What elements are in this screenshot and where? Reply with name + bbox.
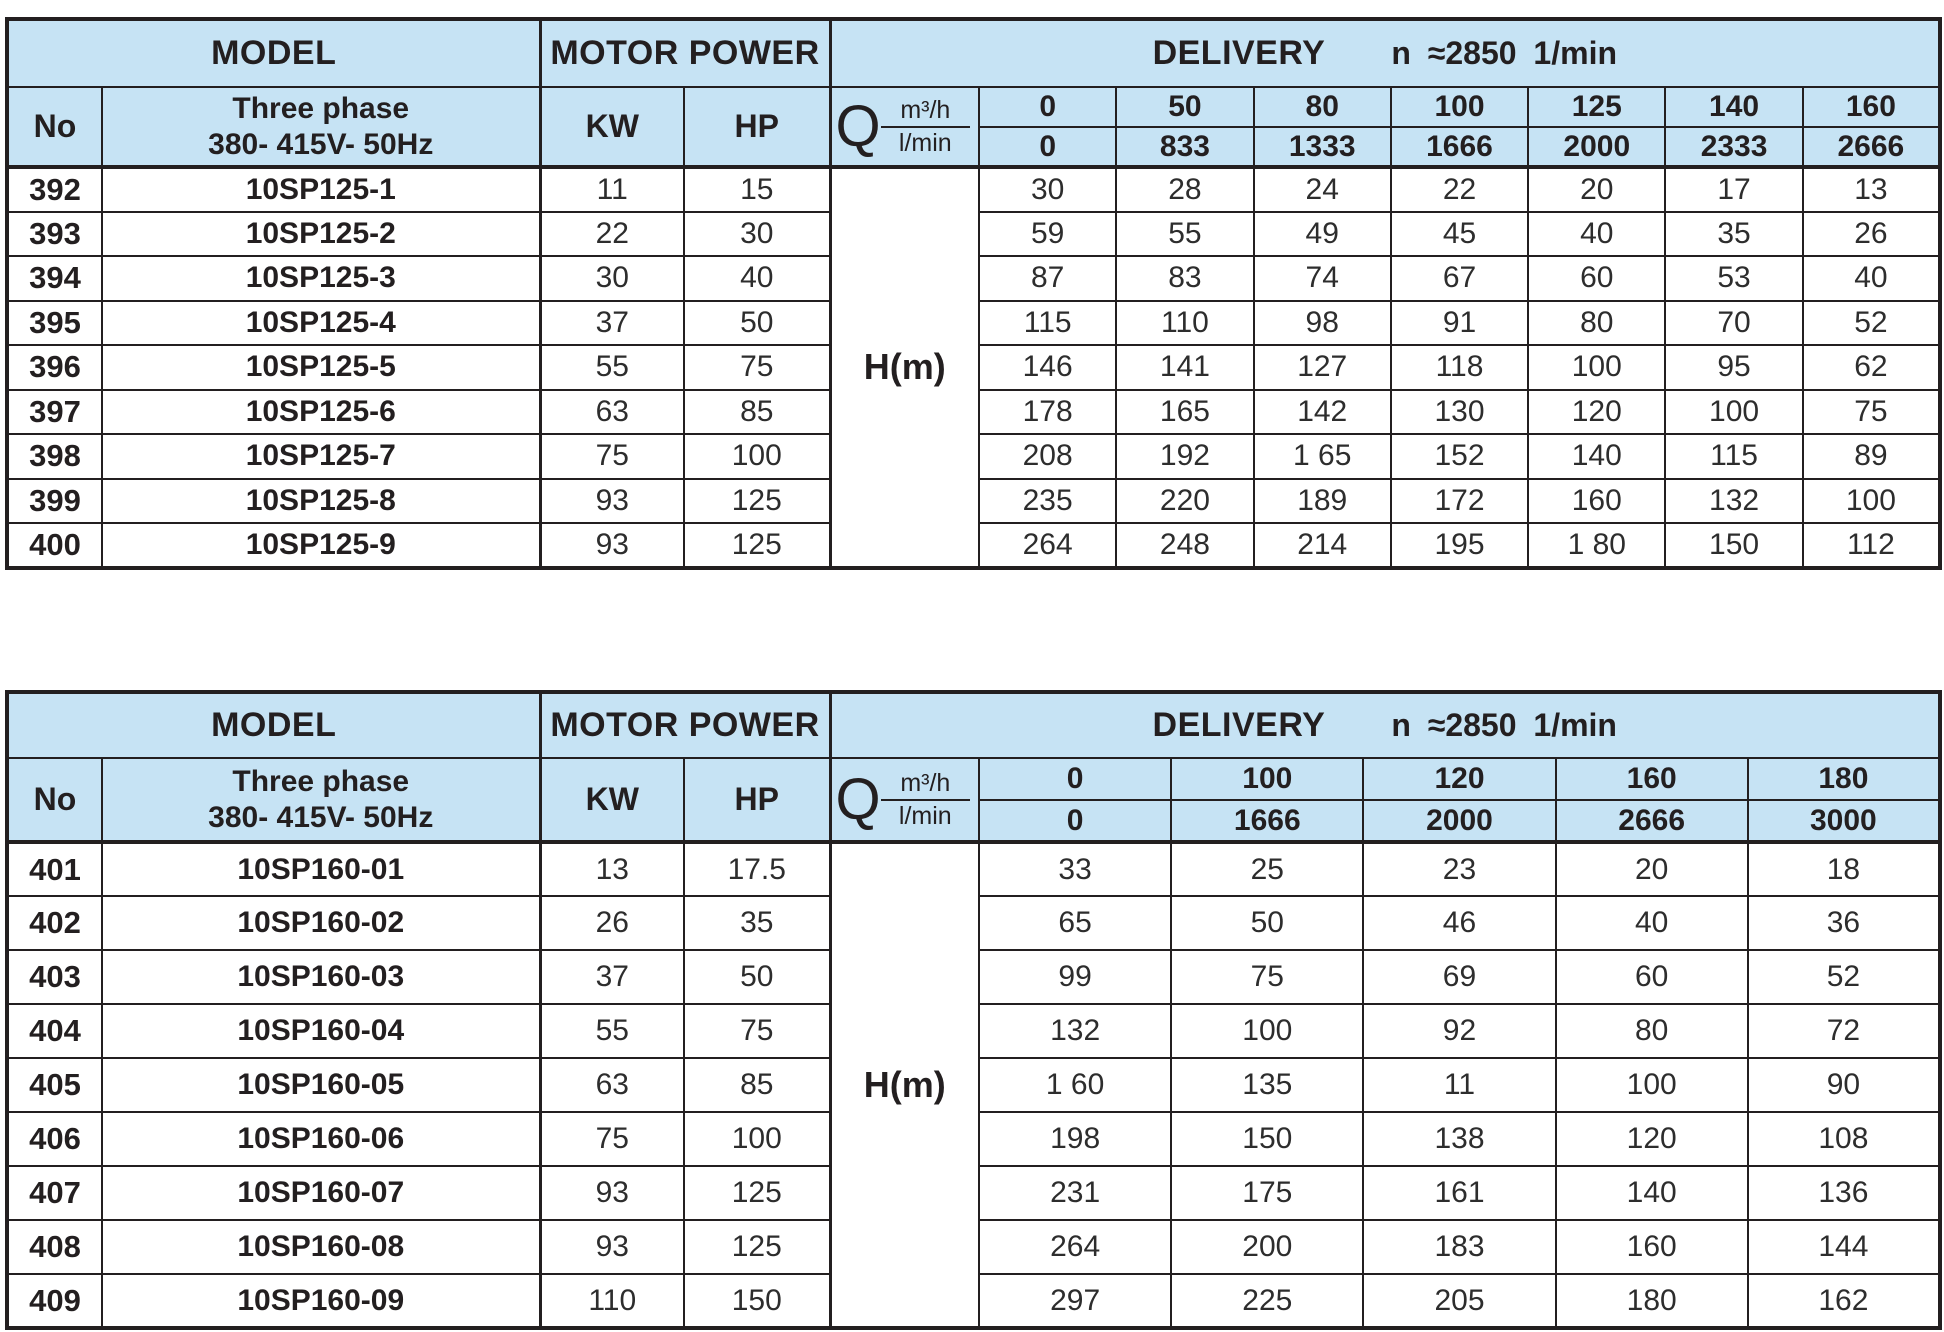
head-value: 72 (1748, 1004, 1940, 1058)
head-value: 132 (1665, 479, 1802, 524)
head-value: 198 (979, 1112, 1171, 1166)
flow-lmin-value: 2000 (1363, 800, 1555, 842)
flow-lmin-value: 1666 (1391, 127, 1528, 167)
head-value: 144 (1748, 1220, 1940, 1274)
head-value: 67 (1391, 256, 1528, 301)
delivery-label: DELIVERY (1152, 706, 1326, 744)
head-value: 135 (1171, 1058, 1363, 1112)
row-model: 10SP160-02 (102, 896, 540, 950)
head-unit-label: H(m) (830, 842, 979, 1328)
row-hp: 85 (684, 1058, 830, 1112)
head-value: 146 (979, 345, 1116, 390)
row-kw: 55 (540, 1004, 684, 1058)
head-value: 127 (1254, 345, 1391, 390)
row-model: 10SP160-01 (102, 842, 540, 896)
row-kw: 110 (540, 1274, 684, 1328)
head-value: 297 (979, 1274, 1171, 1328)
head-value: 100 (1528, 345, 1665, 390)
head-value: 195 (1391, 523, 1528, 568)
head-value: 120 (1556, 1112, 1748, 1166)
head-value: 115 (979, 301, 1116, 346)
phase-line-2: 380- 415V- 50Hz (208, 127, 434, 161)
head-value: 220 (1116, 479, 1253, 524)
flow-lmin-value: 833 (1116, 127, 1253, 167)
row-model: 10SP125-1 (102, 167, 540, 212)
no-header: No (7, 87, 102, 167)
row-kw: 11 (540, 167, 684, 212)
delivery-speed: n ≈2850 1/min (1391, 35, 1617, 71)
delivery-header (830, 19, 1940, 87)
row-hp: 125 (684, 523, 830, 568)
head-value: 205 (1363, 1274, 1555, 1328)
row-model: 10SP160-09 (102, 1274, 540, 1328)
head-value: 115 (1665, 434, 1802, 479)
head-value: 20 (1528, 167, 1665, 212)
row-model: 10SP160-07 (102, 1166, 540, 1220)
head-value: 45 (1391, 212, 1528, 257)
row-model: 10SP125-2 (102, 212, 540, 257)
head-unit-label: H(m) (830, 167, 979, 568)
head-value: 83 (1116, 256, 1253, 301)
flow-lmin-value: 2666 (1803, 127, 1940, 167)
head-value: 40 (1528, 212, 1665, 257)
row-kw: 30 (540, 256, 684, 301)
row-kw: 37 (540, 950, 684, 1004)
row-no: 392 (7, 167, 102, 212)
head-value: 264 (979, 1220, 1171, 1274)
head-value: 25 (1171, 842, 1363, 896)
phase-line-2: 380- 415V- 50Hz (208, 800, 434, 834)
row-hp: 125 (684, 1166, 830, 1220)
row-kw: 26 (540, 896, 684, 950)
row-no: 399 (7, 479, 102, 524)
table-row (7, 167, 1940, 212)
head-value: 1 65 (1254, 434, 1391, 479)
flow-lmin-value: 2333 (1665, 127, 1802, 167)
row-hp: 150 (684, 1274, 830, 1328)
row-no: 409 (7, 1274, 102, 1328)
delivery-speed: n ≈2850 1/min (1391, 707, 1617, 743)
head-value: 40 (1556, 896, 1748, 950)
head-value: 23 (1363, 842, 1555, 896)
row-model: 10SP125-3 (102, 256, 540, 301)
head-value: 65 (979, 896, 1171, 950)
q-symbol: Q (835, 93, 881, 159)
head-value: 52 (1748, 950, 1940, 1004)
row-hp: 125 (684, 1220, 830, 1274)
row-no: 393 (7, 212, 102, 257)
row-model: 10SP125-8 (102, 479, 540, 524)
head-value: 180 (1556, 1274, 1748, 1328)
row-no: 405 (7, 1058, 102, 1112)
head-value: 141 (1116, 345, 1253, 390)
flow-lmin-value: 0 (979, 127, 1116, 167)
head-value: 235 (979, 479, 1116, 524)
head-value: 59 (979, 212, 1116, 257)
row-no: 404 (7, 1004, 102, 1058)
row-kw: 93 (540, 1220, 684, 1274)
model-header: MODEL (7, 692, 540, 758)
head-value: 22 (1391, 167, 1528, 212)
row-hp: 85 (684, 390, 830, 435)
head-value: 225 (1171, 1274, 1363, 1328)
head-value: 55 (1116, 212, 1253, 257)
q-unit-lmin: l/min (898, 128, 952, 157)
head-value: 189 (1254, 479, 1391, 524)
row-model: 10SP160-04 (102, 1004, 540, 1058)
head-value: 60 (1556, 950, 1748, 1004)
head-value: 165 (1116, 390, 1253, 435)
row-no: 402 (7, 896, 102, 950)
kw-header: KW (540, 87, 684, 167)
head-value: 13 (1803, 167, 1940, 212)
row-no: 395 (7, 301, 102, 346)
head-value: 1 60 (979, 1058, 1171, 1112)
flow-m3h-value: 0 (979, 758, 1171, 800)
head-value: 152 (1391, 434, 1528, 479)
head-value: 136 (1748, 1166, 1940, 1220)
head-value: 46 (1363, 896, 1555, 950)
phase-header (102, 87, 540, 167)
row-hp: 125 (684, 479, 830, 524)
row-hp: 75 (684, 345, 830, 390)
hp-header: HP (684, 87, 830, 167)
flow-m3h-value: 160 (1803, 87, 1940, 127)
head-value: 138 (1363, 1112, 1555, 1166)
head-value: 100 (1171, 1004, 1363, 1058)
row-no: 408 (7, 1220, 102, 1274)
head-value: 24 (1254, 167, 1391, 212)
head-value: 35 (1665, 212, 1802, 257)
row-model: 10SP160-05 (102, 1058, 540, 1112)
motor-power-header: MOTOR POWER (540, 19, 830, 87)
table-row (7, 842, 1940, 896)
head-value: 161 (1363, 1166, 1555, 1220)
q-unit-m3h: m³/h (881, 96, 970, 128)
row-kw: 13 (540, 842, 684, 896)
row-kw: 63 (540, 390, 684, 435)
row-model: 10SP125-6 (102, 390, 540, 435)
flow-m3h-value: 125 (1528, 87, 1665, 127)
pump-spec-table-10sp125 (5, 17, 1938, 566)
head-value: 99 (979, 950, 1171, 1004)
head-value: 75 (1803, 390, 1940, 435)
row-no: 406 (7, 1112, 102, 1166)
head-value: 53 (1665, 256, 1802, 301)
flow-unit-header (830, 87, 979, 167)
head-value: 70 (1665, 301, 1802, 346)
head-value: 110 (1116, 301, 1253, 346)
flow-m3h-value: 180 (1748, 758, 1940, 800)
flow-lmin-value: 2666 (1556, 800, 1748, 842)
head-value: 75 (1171, 950, 1363, 1004)
row-model: 10SP160-08 (102, 1220, 540, 1274)
row-no: 407 (7, 1166, 102, 1220)
head-value: 49 (1254, 212, 1391, 257)
row-kw: 93 (540, 479, 684, 524)
head-value: 80 (1556, 1004, 1748, 1058)
head-value: 26 (1803, 212, 1940, 257)
hp-header: HP (684, 758, 830, 842)
head-value: 74 (1254, 256, 1391, 301)
head-value: 140 (1528, 434, 1665, 479)
head-value: 28 (1116, 167, 1253, 212)
row-no: 403 (7, 950, 102, 1004)
row-no: 397 (7, 390, 102, 435)
head-value: 91 (1391, 301, 1528, 346)
head-value: 214 (1254, 523, 1391, 568)
phase-line-1: Three phase (232, 92, 410, 126)
q-symbol: Q (835, 766, 881, 832)
head-value: 40 (1803, 256, 1940, 301)
flow-m3h-value: 0 (979, 87, 1116, 127)
head-value: 160 (1556, 1220, 1748, 1274)
row-kw: 75 (540, 1112, 684, 1166)
head-value: 150 (1665, 523, 1802, 568)
head-value: 108 (1748, 1112, 1940, 1166)
head-value: 92 (1363, 1004, 1555, 1058)
head-value: 87 (979, 256, 1116, 301)
head-value: 140 (1556, 1166, 1748, 1220)
head-value: 130 (1391, 390, 1528, 435)
row-kw: 93 (540, 1166, 684, 1220)
row-hp: 100 (684, 1112, 830, 1166)
head-value: 172 (1391, 479, 1528, 524)
head-value: 231 (979, 1166, 1171, 1220)
flow-lmin-value: 1666 (1171, 800, 1363, 842)
head-value: 264 (979, 523, 1116, 568)
phase-line-1: Three phase (232, 765, 410, 799)
head-value: 100 (1556, 1058, 1748, 1112)
head-value: 33 (979, 842, 1171, 896)
head-value: 18 (1748, 842, 1940, 896)
flow-m3h-value: 160 (1556, 758, 1748, 800)
head-value: 200 (1171, 1220, 1363, 1274)
head-value: 100 (1665, 390, 1802, 435)
row-hp: 17.5 (684, 842, 830, 896)
row-hp: 30 (684, 212, 830, 257)
head-value: 142 (1254, 390, 1391, 435)
flow-m3h-value: 100 (1171, 758, 1363, 800)
row-model: 10SP125-9 (102, 523, 540, 568)
head-value: 50 (1171, 896, 1363, 950)
head-value: 175 (1171, 1166, 1363, 1220)
head-value: 248 (1116, 523, 1253, 568)
head-value: 30 (979, 167, 1116, 212)
head-value: 100 (1803, 479, 1940, 524)
pump-spec-table-10sp160 (5, 690, 1938, 1326)
kw-header: KW (540, 758, 684, 842)
flow-m3h-value: 100 (1391, 87, 1528, 127)
row-no: 396 (7, 345, 102, 390)
head-value: 1 80 (1528, 523, 1665, 568)
flow-m3h-value: 80 (1254, 87, 1391, 127)
delivery-label: DELIVERY (1152, 34, 1326, 72)
row-hp: 15 (684, 167, 830, 212)
row-no: 394 (7, 256, 102, 301)
head-value: 95 (1665, 345, 1802, 390)
row-kw: 63 (540, 1058, 684, 1112)
row-hp: 50 (684, 301, 830, 346)
head-value: 98 (1254, 301, 1391, 346)
row-hp: 75 (684, 1004, 830, 1058)
row-kw: 93 (540, 523, 684, 568)
delivery-header (830, 692, 1940, 758)
head-value: 120 (1528, 390, 1665, 435)
row-model: 10SP160-06 (102, 1112, 540, 1166)
q-unit-m3h: m³/h (881, 769, 970, 801)
row-hp: 50 (684, 950, 830, 1004)
head-value: 60 (1528, 256, 1665, 301)
row-kw: 75 (540, 434, 684, 479)
row-hp: 35 (684, 896, 830, 950)
row-hp: 40 (684, 256, 830, 301)
row-no: 401 (7, 842, 102, 896)
head-value: 36 (1748, 896, 1940, 950)
head-value: 150 (1171, 1112, 1363, 1166)
head-value: 162 (1748, 1274, 1940, 1328)
flow-m3h-value: 50 (1116, 87, 1253, 127)
flow-lmin-value: 3000 (1748, 800, 1940, 842)
row-kw: 22 (540, 212, 684, 257)
head-value: 160 (1528, 479, 1665, 524)
flow-lmin-value: 2000 (1528, 127, 1665, 167)
row-hp: 100 (684, 434, 830, 479)
head-value: 208 (979, 434, 1116, 479)
flow-m3h-value: 120 (1363, 758, 1555, 800)
head-value: 80 (1528, 301, 1665, 346)
motor-power-header: MOTOR POWER (540, 692, 830, 758)
row-no: 400 (7, 523, 102, 568)
head-value: 20 (1556, 842, 1748, 896)
row-model: 10SP125-4 (102, 301, 540, 346)
head-value: 52 (1803, 301, 1940, 346)
head-value: 17 (1665, 167, 1802, 212)
row-model: 10SP125-5 (102, 345, 540, 390)
flow-unit-header (830, 758, 979, 842)
no-header: No (7, 758, 102, 842)
head-value: 89 (1803, 434, 1940, 479)
head-value: 62 (1803, 345, 1940, 390)
row-no: 398 (7, 434, 102, 479)
flow-lmin-value: 1333 (1254, 127, 1391, 167)
head-value: 112 (1803, 523, 1940, 568)
model-header: MODEL (7, 19, 540, 87)
head-value: 132 (979, 1004, 1171, 1058)
head-value: 183 (1363, 1220, 1555, 1274)
head-value: 11 (1363, 1058, 1555, 1112)
head-value: 118 (1391, 345, 1528, 390)
flow-lmin-value: 0 (979, 800, 1171, 842)
flow-m3h-value: 140 (1665, 87, 1802, 127)
head-value: 192 (1116, 434, 1253, 479)
q-unit-lmin: l/min (898, 801, 952, 830)
pump-table (5, 17, 1942, 570)
row-kw: 55 (540, 345, 684, 390)
head-value: 178 (979, 390, 1116, 435)
row-model: 10SP125-7 (102, 434, 540, 479)
head-value: 90 (1748, 1058, 1940, 1112)
pump-table (5, 690, 1942, 1330)
row-model: 10SP160-03 (102, 950, 540, 1004)
phase-header (102, 758, 540, 842)
row-kw: 37 (540, 301, 684, 346)
head-value: 69 (1363, 950, 1555, 1004)
